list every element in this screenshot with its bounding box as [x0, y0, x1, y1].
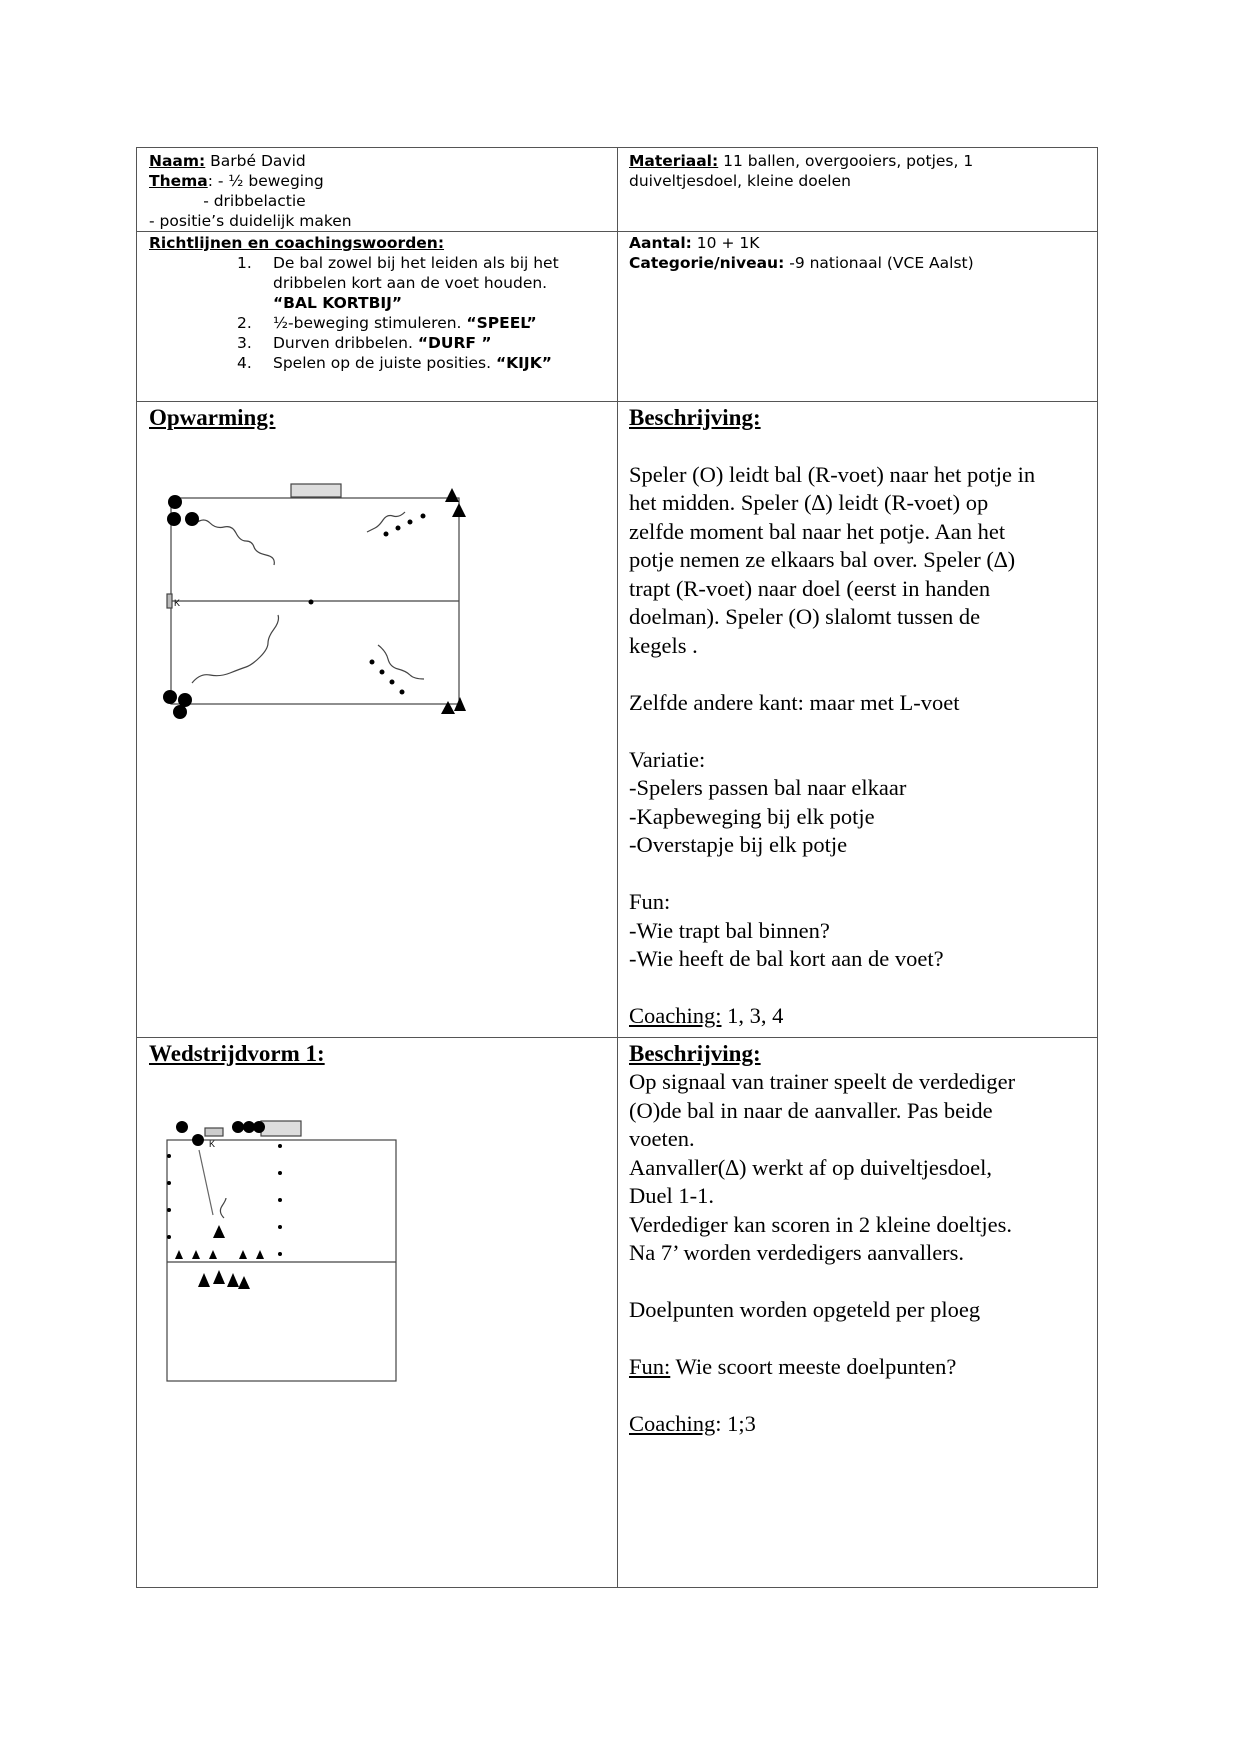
- cone-marker: [192, 1250, 200, 1259]
- cone-marker: [239, 1250, 247, 1259]
- naam-value: Barbé David: [205, 152, 306, 170]
- item-text: Spelen op de juiste posities.: [273, 354, 496, 372]
- description-line: doelman). Speler (O) slalomt tussen de: [629, 604, 981, 629]
- player-circle: [253, 1121, 265, 1133]
- description-line: (O)de bal in naar de aanvaller. Pas beide: [629, 1097, 993, 1123]
- description-line: potje nemen ze elkaars bal over. Speler (∆): [629, 547, 1016, 572]
- description-line: trapt (R-voet) naar doel (eerst in handen: [629, 575, 991, 601]
- description-line: Duel 1-1.: [629, 1183, 714, 1208]
- cone: [278, 1225, 282, 1229]
- materiaal-label: Materiaal:: [629, 152, 719, 170]
- thema-value: - positie’s duidelijk maken: [149, 212, 352, 230]
- cone: [278, 1252, 282, 1256]
- thema-value: : - ½ beweging: [207, 172, 324, 190]
- coaching-keyword: “DURF ”: [417, 334, 492, 352]
- player-triangle: [238, 1276, 250, 1289]
- cone: [278, 1144, 282, 1148]
- player-triangle: [213, 1270, 225, 1284]
- game-title: Wedstrijdvorm 1:: [149, 1041, 325, 1066]
- item-number: 4.: [237, 354, 252, 372]
- materiaal-value: 11 ballen, overgooiers, potjes, 1: [718, 152, 974, 170]
- description-line: Verdediger kan scoren in 2 kleine doeltjes.: [629, 1211, 1012, 1237]
- fun-title: Fun:: [629, 889, 671, 914]
- fun-item: -Wie heeft de bal kort aan de voet?: [629, 946, 944, 971]
- points-text: Doelpunten worden opgeteld per ploeg: [629, 1297, 981, 1322]
- description-line: Aanvaller(∆) werkt af op duiveltjesdoel,: [629, 1154, 993, 1180]
- goal: [261, 1121, 301, 1136]
- coaching-value: : 1;3: [715, 1411, 756, 1436]
- description-title: Beschrijving:: [629, 1041, 761, 1066]
- description-line: Op signaal van trainer speelt de verdediger: [629, 1069, 1016, 1094]
- cone-marker: [209, 1250, 217, 1259]
- coaching-keyword: “KIJK”: [495, 354, 552, 372]
- description-line: voeten.: [629, 1126, 695, 1151]
- aantal-label: Aantal:: [629, 234, 692, 252]
- player-circle: [192, 1134, 204, 1146]
- description-line: het midden. Speler (∆) leidt (R-voet) op: [629, 490, 989, 515]
- item-text: ½-beweging stimuleren.: [273, 314, 467, 332]
- cone: [167, 1181, 171, 1185]
- aantal-value: 10 + 1K: [691, 234, 760, 252]
- player-triangle: [213, 1225, 225, 1238]
- cone: [167, 1235, 171, 1239]
- cone-marker: [175, 1250, 183, 1259]
- small-goal: [205, 1128, 223, 1136]
- description-line: Speler (O) leidt bal (R-voet) naar het potje in: [629, 461, 1036, 487]
- player-circle: [232, 1121, 244, 1133]
- coaching-keyword: “SPEEL”: [466, 314, 537, 332]
- other-side-text: Zelfde andere kant: maar met L-voet: [629, 689, 960, 715]
- item-text: Durven dribbelen.: [273, 334, 418, 352]
- player-circle: [176, 1121, 188, 1133]
- coaching-value: 1, 3, 4: [721, 1003, 784, 1028]
- thema-value: - dribbelactie: [149, 192, 306, 210]
- game-description: [629, 1040, 1099, 1439]
- item-number: 2.: [237, 314, 252, 332]
- item-text: De bal zowel bij het leiden als bij het: [273, 254, 559, 272]
- variation-title: Variatie:: [629, 746, 706, 772]
- player-triangle: [227, 1273, 239, 1287]
- player-triangle: [198, 1273, 210, 1287]
- variation-item: -Kapbeweging bij elk potje: [629, 803, 875, 829]
- guidelines-title: Richtlijnen en coachingswoorden:: [149, 234, 445, 252]
- cone: [278, 1171, 282, 1175]
- pass-line: [199, 1150, 213, 1215]
- cone: [167, 1208, 171, 1212]
- cone-marker: [256, 1250, 264, 1259]
- variation-item: -Overstapje bij elk potje: [629, 832, 848, 857]
- item-number: 3.: [237, 334, 252, 352]
- categorie-label: Categorie/niveau:: [629, 254, 785, 272]
- cone: [167, 1154, 171, 1158]
- description-line: zelfde moment bal naar het potje. Aan het: [629, 518, 1006, 544]
- run-path: [220, 1198, 226, 1218]
- warmup-title: Opwarming:: [149, 405, 276, 430]
- item-number: 1.: [237, 254, 252, 272]
- materiaal-value: duiveltjesdoel, kleine doelen: [629, 172, 851, 190]
- fun-label: Fun:: [629, 1354, 671, 1379]
- description-line: kegels .: [629, 632, 698, 658]
- item-text: dribbelen kort aan de voet houden.: [273, 274, 548, 292]
- variation-item: -Spelers passen bal naar elkaar: [629, 775, 907, 800]
- field-outline: [167, 1140, 396, 1381]
- coaching-keyword: “BAL KORTBIJ”: [273, 294, 403, 312]
- fun-value: Wie scoort meeste doelpunten?: [670, 1354, 957, 1379]
- fun-item: -Wie trapt bal binnen?: [629, 917, 830, 943]
- coaching-label: Coaching: [629, 1411, 716, 1436]
- coaching-label: Coaching:: [629, 1003, 722, 1028]
- keeper-mark: K: [209, 1139, 216, 1149]
- thema-label: Thema: [149, 172, 208, 190]
- cone: [278, 1198, 282, 1202]
- categorie-value: -9 nationaal (VCE Aalst): [784, 254, 974, 272]
- keeper-mark: K: [174, 598, 181, 608]
- naam-label: Naam:: [149, 152, 206, 170]
- description-title: Beschrijving:: [629, 405, 761, 430]
- description-line: Na 7’ worden verdedigers aanvallers.: [629, 1240, 965, 1265]
